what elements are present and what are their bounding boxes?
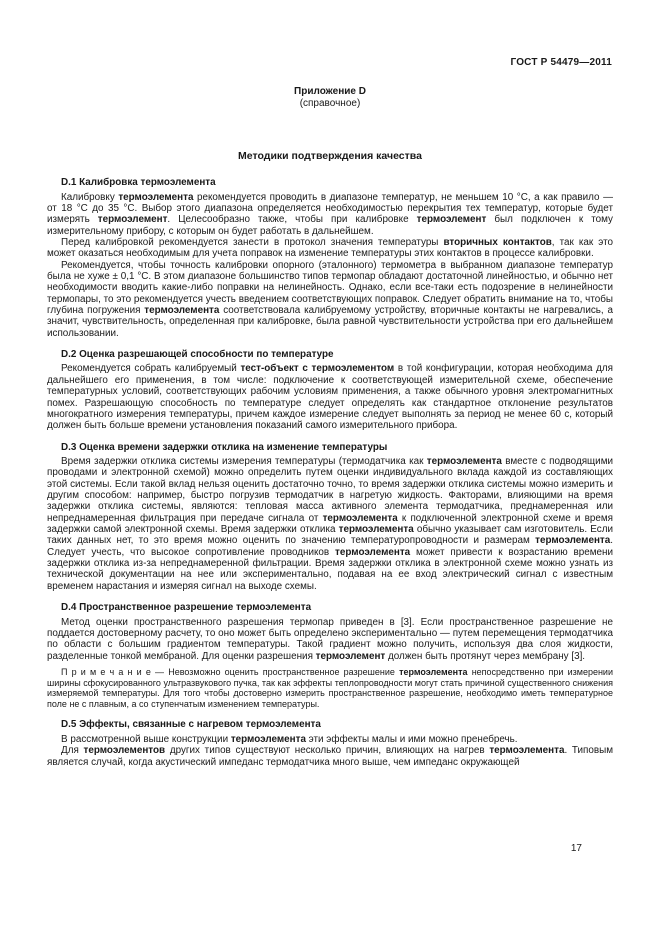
document-body [47,177,613,768]
body-paragraph: Рекомендуется, чтобы точность калибровки опорного (эталонного) термометра в выбранном диапазоне температур была не хуже ± 0,1 °С. В этом диапазоне большинство типов термопар обладают достаточной линейностью, и обычно нет необходимости вводить какие-либо поправки на нелинейность. Однако, если все-таки есть подозрение в нелинейности термопары, то это рекомендуется учесть введением соответствующих поправок. Следует обратить внимание на то, чтобы глубина погружения термоэлемента соответствовала калибруемому устройству, вторичные контакты не нагревались, а значит, чувствительность, определенная при калибровке, была равной чувствительности устройства при его дальнейшем использовании. [47,259,613,339]
page-number: 17 [570,843,582,854]
section-heading: D.4 Пространственное разрешение термоэлемента [61,602,312,614]
section-heading: D.2 Оценка разрешающей способности по температуре [61,348,334,360]
body-paragraph: Метод оценки пространственного разрешения термопар приведен в [3]. Если пространственное разрешение не поддается достоверному расчету, то оно может быть определено экспериментально — путем перемещения термодатчика по области с большим градиентом температуры. Такой градиент можно получить, используя два слоя жидкости, разделенные тонкой мембраной. Для оценки разрешения термоэлемент должен быть протянут через мембрану [3]. [47,616,613,662]
section-heading: D.1 Калибровка термоэлемента [61,177,216,188]
standard-number: ГОСТ Р 54479—2011 [510,57,612,68]
body-paragraph: Для термоэлементов других типов существуют несколько причин, влияющих на нагрев термоэлемента. Типовым является случай, когда акустический импеданс термодатчика много выше, чем импеданс окружающей [47,745,613,768]
page-title: Методики подтверждения качества [238,150,422,162]
body-paragraph: Время задержки отклика системы измерения температуры (термодатчика как термоэлемента вместе с подводящими проводами и электронной схемой) можно определить путем оценки индивидуального вклада каждой из составляющих этой системы. Если такой вклад нельзя оценить достаточно точно, то время задержки отклика системы можно измерить и другим способом: например, быстро погрузив термодатчик в нагретую жидкость. Факторами, влияющими на время задержки отклика системы, являются: тепловая масса активного элемента термодатчика, преднамеренная или непреднамеренная фильтрация при передаче сигнала от термоэлемента к подключенной электронной схеме и время задержки самой электронной схемы. Время задержки отклика термоэлемента обычно указывает сам изготовитель. Если таких данных нет, то это время можно оценить по значению температуропроводности и размерам термоэлемента. Следует учесть, что высокое сопротивление проводников термоэлемента может привести к возрастанию времени задержки отклика из-за непреднамеренной фильтрации. Время задержки отклика в электронной схеме можно узнать из технической документации на нее или экспериментально, подавая на ее вход электрический сигнал с известным временем нарастания и измеряя сигнал на выходе схемы. [47,456,614,592]
body-paragraph: Калибровку термоэлемента рекомендуется проводить в диапазоне температур, не меньшем 10 °С, а как правило — от 18 °С до 35 °С. Выбор этого диапазона определяется необходимостью перекрытия тех температур, которые будет измерять термоэлемент. Целесообразно также, чтобы при калибровке термоэлемент был подключен к тому измерительному прибору, с которым он будет работать в дальнейшем. [47,191,613,237]
body-paragraph: Рекомендуется собрать калибруемый тест-объект с термоэлементом в той конфигурации, которая необходима для дальнейшего его применения, в том числе: подключение к соответствующей измерительной схеме, обеспечение температурных условий, соответствующих рабочим условиям применения, а также обычного уровня электромагнитных помех. Разрешающую способность по температуре следует определять как стандартное отклонение результатов многократного измерения температуры, причем каждое измерение следует выполнять за период не менее 60 с, который должен быть больше времени установления показаний самого измерительного прибора. [47,363,613,432]
section-heading: D.3 Оценка времени задержки отклика на изменение температуры [61,441,388,453]
annex-label: Приложение D [294,86,366,97]
body-paragraph: Перед калибровкой рекомендуется занести в протокол значения температуры вторичных контактов, так как это может оказаться необходимым для учета поправок на изменение температуры этих контактов в процессе калибровки. [47,236,613,260]
note-paragraph: П р и м е ч а н и е — Невозможно оценить пространственное разрешение термоэлемента непосредственно при измерении ширины сфокусированного ультразвукового пучка, так как эффекты теплопроводности могут стать причиной существенного снижения измеряемой температуры. Для того чтобы достоверно измерить пространственное разрешение, необходимо иметь температурное поле не с плавным, а со ступенчатым изменением температуры. [47,667,613,709]
annex-type: (справочное) [299,98,361,109]
section-heading: D.5 Эффекты, связанные с нагревом термоэлемента [61,719,321,731]
body-paragraph: В рассмотренной выше конструкции термоэлемента эти эффекты малы и ими можно пренебречь. [61,733,518,745]
page-content [47,86,613,768]
